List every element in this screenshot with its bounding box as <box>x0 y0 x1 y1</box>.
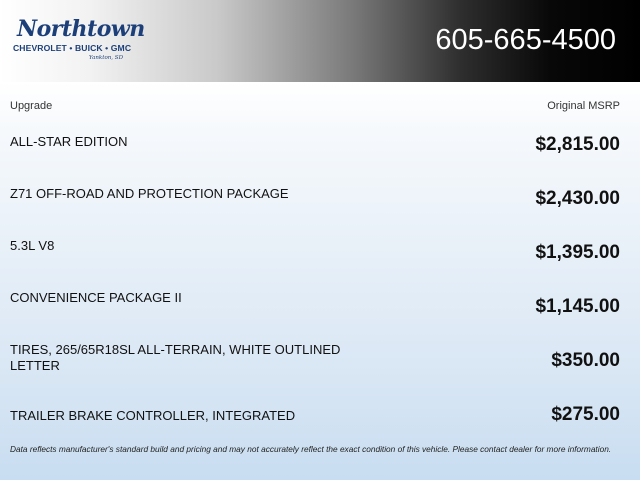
upgrade-name: CONVENIENCE PACKAGE II <box>10 290 182 305</box>
logo-brands-text: CHEVROLET • BUICK • GMC <box>13 43 132 53</box>
dealer-logo[interactable] <box>13 16 145 66</box>
header-banner <box>0 0 640 82</box>
upgrade-price: $350.00 <box>551 350 620 371</box>
upgrade-price: $2,430.00 <box>535 188 620 209</box>
upgrade-name: ALL-STAR EDITION <box>10 134 128 149</box>
upgrade-name: Z71 OFF-ROAD AND PROTECTION PACKAGE <box>10 186 289 201</box>
dealer-phone-number[interactable]: 605-665-4500 <box>435 24 616 56</box>
upgrade-name: TRAILER BRAKE CONTROLLER, INTEGRATED <box>10 408 296 423</box>
upgrade-price: $275.00 <box>551 404 620 425</box>
upgrade-name: 5.3L V8 <box>10 238 55 253</box>
upgrade-price: $2,815.00 <box>535 134 620 155</box>
upgrade-column-header: Upgrade <box>10 100 53 112</box>
upgrade-price: $1,145.00 <box>535 296 620 317</box>
msrp-column-header: Original MSRP <box>547 100 620 112</box>
upgrade-price: $1,395.00 <box>535 242 620 263</box>
logo-town-text: Yankton, SD <box>88 55 123 61</box>
pricing-disclaimer: Data reflects manufacturer's standard build and pricing and may not accurately reflect the exact condition of this vehicle. Please contact dealer for more information. <box>10 444 612 454</box>
upgrade-name: TIRES, 265/65R18SL ALL-TERRAIN, WHITE OUTLINED LETTER <box>10 342 341 373</box>
logo-script-text: Northtown <box>17 16 145 42</box>
